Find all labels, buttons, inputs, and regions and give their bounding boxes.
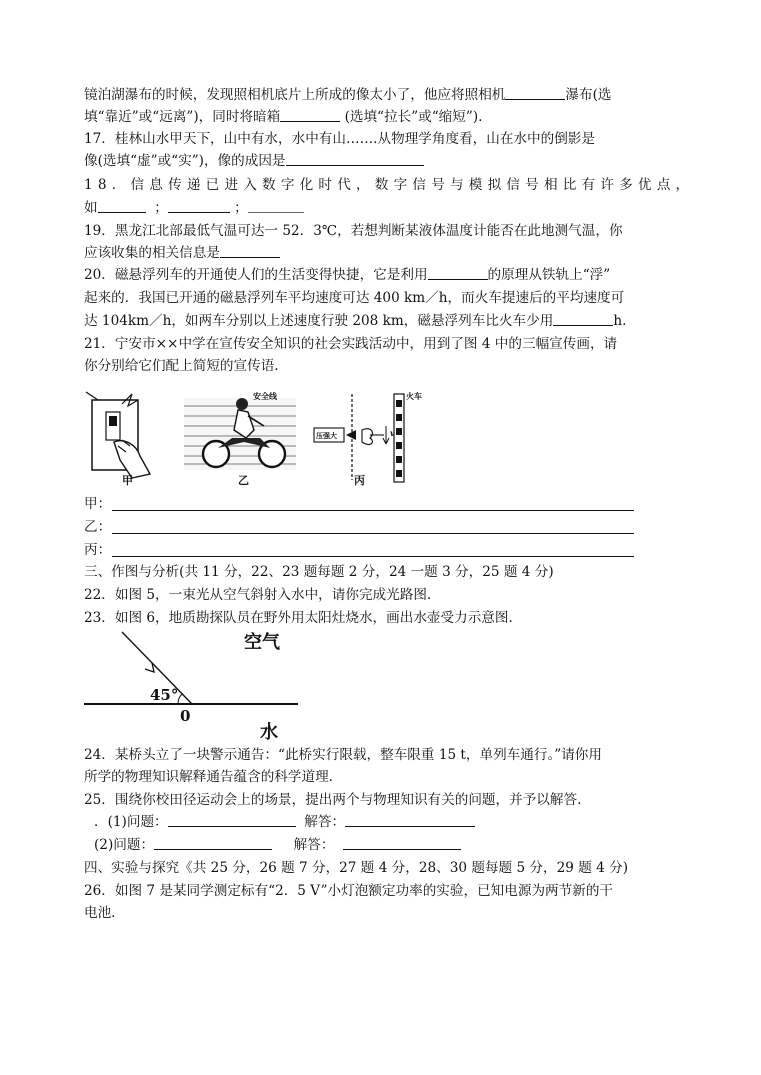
safety-line-label: 安全线 [253, 391, 277, 401]
question-blank-2[interactable] [154, 837, 272, 850]
answer-blank[interactable] [280, 109, 340, 122]
q18-line-2: 如 ； ； [84, 199, 304, 217]
q23-text: 23．如图 6，地质勘探队员在野外用太阳灶烧水，画出水壶受力示意图. [84, 610, 513, 626]
section-3-heading: 三、作图与分析(共 11 分，22、23 题每题 2 分，24 一题 3 分，25 题 4 分) [84, 564, 554, 580]
answer-blank[interactable] [553, 313, 613, 326]
answer-blank[interactable] [428, 267, 488, 280]
answer-blank[interactable] [505, 87, 565, 100]
q25-row-2: (2)问题： 解答： [94, 836, 461, 854]
water-label: 水 [260, 722, 278, 743]
q21-line-2: 你分别给它们配上简短的宣传语. [84, 358, 279, 374]
figure-4 [84, 386, 414, 486]
q16-line-2: 填“靠近”或“远离”)，同时将暗箱 (选填“拉长”或“缩短”). [84, 109, 483, 125]
answer-label-bing: 丙： [84, 542, 112, 558]
question-blank-1[interactable] [168, 814, 296, 827]
answer-line-bing[interactable] [112, 556, 634, 557]
answer-blank[interactable] [98, 200, 146, 213]
q21-line-1: 21．宁安市××中学在宣传安全知识的社会实践活动中，用到了图 4 中的三幅宣传画，请 [84, 336, 618, 352]
angle-label: 45° [150, 686, 179, 704]
pressure-label: 压强大 [316, 431, 337, 440]
answer-label-jia: 甲： [84, 496, 112, 512]
q17-line-1: 17．桂林山水甲天下，山中有水，水中有山…….从物理学角度看，山在水中的倒影是 [84, 131, 595, 147]
fig-label-bing: 丙 [354, 474, 365, 487]
q26-line-1: 26．如图 7 是某同学测定标有“2．5 V”小灯泡额定功率的实验，已知电源为两节新的干 [84, 883, 614, 899]
fig-jia-switch-hand [86, 392, 150, 478]
q20-line-1: 20．磁悬浮列车的开通使人们的生活变得快捷，它是利用 的原理从铁轨上“浮” [84, 267, 611, 283]
air-label: 空气 [244, 632, 280, 653]
velocity-label: v [390, 428, 395, 438]
answer-blank[interactable] [220, 245, 280, 258]
answer-line-jia[interactable] [112, 510, 634, 511]
answer-blank[interactable] [248, 200, 304, 213]
q20-line-2: 起来的．我国已开通的磁悬浮列车平均速度可达 400 km／h，而火车提速后的平均速度可 [84, 290, 625, 306]
q18-line-1: 18．信息传递已进入数字化时代，数字信号与模拟信号相比有许多优点， [84, 177, 695, 193]
fig-label-jia: 甲 [122, 474, 133, 487]
q16-line-1: 镜泊湖瀑布的时候，发现照相机底片上所成的像太小了，他应将照相机 瀑布(选 [84, 87, 612, 103]
q24-line-1: 24．某桥头立了一块警示通告：“此桥实行限载，整车限重 15 t，单列车通行。”请你用 [84, 747, 602, 763]
q25-line-1: 25．围绕你校田径运动会上的场景，提出两个与物理知识有关的问题，并予以解答. [84, 792, 582, 808]
train-label: 火车 [406, 391, 422, 401]
q24-line-2: 所学的物理知识解释通告蕴含的科学道理. [84, 769, 334, 785]
q19-line-1: 19．黑龙江北部最低气温可达一 52．3℃，若想判断某液体温度计能否在此地测气温，你 [84, 223, 623, 239]
q22-text: 22．如图 5，一束光从空气斜射入水中，请你完成光路图. [84, 587, 432, 603]
answer-blank[interactable] [286, 153, 424, 166]
q17-line-2: 像(选填“虚”或“实”)，像的成因是 [84, 152, 424, 170]
answer-blank-2[interactable] [343, 837, 461, 850]
answer-blank[interactable] [168, 200, 230, 213]
q26-line-2: 电池. [84, 905, 116, 921]
answer-blank-1[interactable] [345, 814, 475, 827]
section-4-heading: 四、实验与探究《共 25 分，26 题 7 分，27 题 4 分，28、30 题每题 5 分，29 题 4 分) [84, 860, 629, 876]
q20-line-3: 达 104km／h，如两车分别以上述速度行驶 208 km，磁悬浮列车比火车少用 h. [84, 313, 627, 329]
fig-label-yi: 乙 [238, 474, 249, 487]
answer-line-yi[interactable] [112, 533, 634, 534]
answer-label-yi: 乙： [84, 519, 112, 535]
q19-line-2: 应该收集的相关信息是 [84, 244, 280, 262]
q25-row-1: ．(1)问题： 解答： [94, 813, 475, 831]
origin-label: 0 [180, 707, 191, 725]
fig-yi-motorcycle [184, 398, 296, 470]
